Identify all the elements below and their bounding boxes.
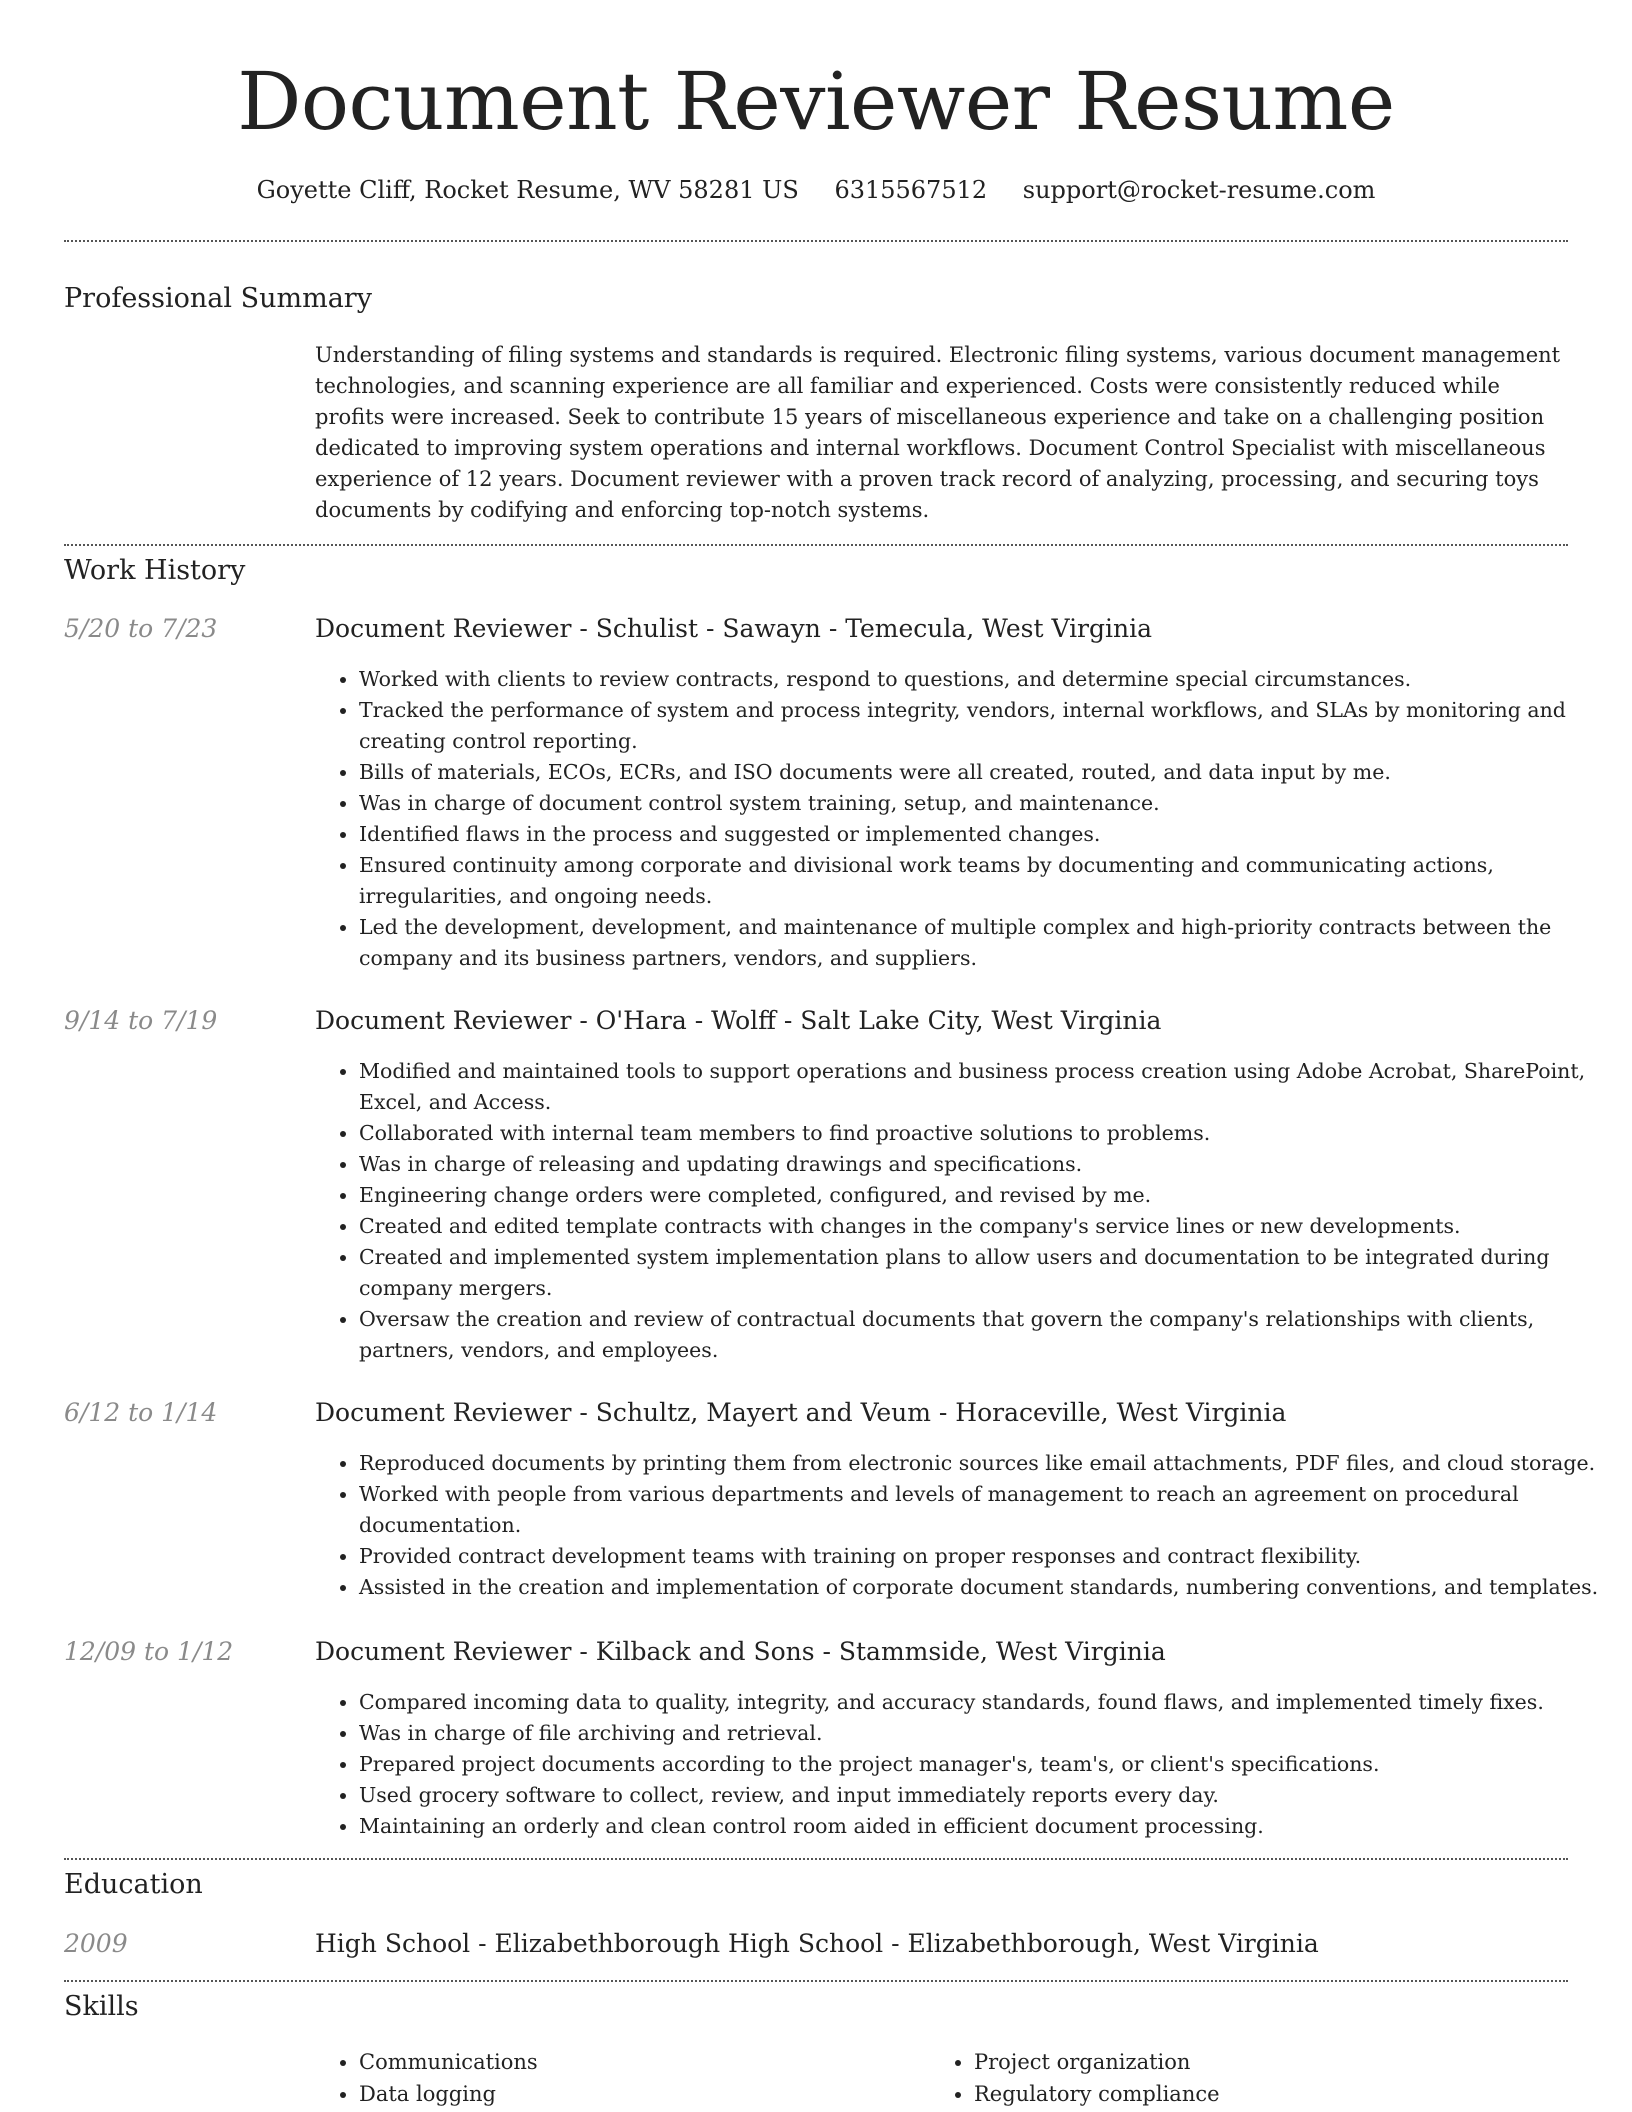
contact-email: support@rocket-resume.com xyxy=(1022,176,1376,204)
job-bullets xyxy=(315,1056,1619,1366)
job-date: 9/14 to 7/19 xyxy=(64,1006,218,1035)
job-date: 5/20 to 7/23 xyxy=(64,614,218,643)
list-item: • Prepared project documents according to the project manager's, team's, or client's specifications. xyxy=(359,1749,1619,1780)
section-title-education: Education xyxy=(64,1869,203,1900)
list-item: • Maintaining an orderly and clean control room aided in efficient document processing. xyxy=(359,1811,1619,1842)
list-item: • Was in charge of document control system training, setup, and maintenance. xyxy=(359,788,1619,819)
list-item: • Used grocery software to collect, review, and input immediately reports every day. xyxy=(359,1780,1619,1811)
job-bullets xyxy=(315,664,1619,974)
list-item: • Data logging xyxy=(359,2078,538,2110)
section-title-work-history: Work History xyxy=(64,555,246,586)
section-title-summary: Professional Summary xyxy=(64,283,372,314)
divider xyxy=(64,544,1568,546)
divider xyxy=(64,1858,1568,1860)
job-title: Document Reviewer - Schultz, Mayert and Veum - Horaceville, West Virginia xyxy=(315,1398,1287,1427)
list-item: • Provided contract development teams with training on proper responses and contract flexibility. xyxy=(359,1541,1619,1572)
list-item: • Worked with people from various departments and levels of management to reach an agreement on procedural documentation. xyxy=(359,1479,1619,1541)
list-item: • Led the development, development, and maintenance of multiple complex and high-priority contracts between the company and its business partners, vendors, and suppliers. xyxy=(359,912,1619,974)
education-date: 2009 xyxy=(64,1929,128,1958)
list-item: • Compared incoming data to quality, integrity, and accuracy standards, found flaws, and implemented timely fixes. xyxy=(359,1687,1619,1718)
list-item: • Created and edited template contracts with changes in the company's service lines or new developments. xyxy=(359,1211,1619,1242)
job-bullets xyxy=(315,1448,1619,1603)
list-item: • Assisted in the creation and implementation of corporate document standards, numbering conventions, and templates. xyxy=(359,1572,1619,1603)
summary-text: Understanding of filing systems and standards is required. Electronic filing systems, various document management technologies, and scanning experience are all familiar and experienced. Costs were consistently reduced while profits were increased. Seek to contribute 15 years of miscellaneous experience and take on a challenging position dedicated to improving system operations and internal workflows. Document Control Specialist with miscellaneous experience of 12 years. Document reviewer with a proven track record of analyzing, processing, and securing toys documents by codifying and enforcing top-notch systems. xyxy=(315,343,1561,522)
list-item: • Ensured continuity among corporate and divisional work teams by documenting and communicating actions, irregularities, and ongoing needs. xyxy=(359,850,1619,912)
list-item: • Regulatory compliance xyxy=(974,2078,1220,2110)
list-item: • Engineering change orders were completed, configured, and revised by me. xyxy=(359,1180,1619,1211)
list-item: • Was in charge of file archiving and retrieval. xyxy=(359,1718,1619,1749)
skills-list-right xyxy=(930,2046,1220,2110)
job-title: Document Reviewer - O'Hara - Wolff - Salt Lake City, West Virginia xyxy=(315,1006,1162,1035)
job-date: 12/09 to 1/12 xyxy=(64,1637,234,1666)
section-title-skills: Skills xyxy=(64,1991,139,2022)
list-item: • Reproduced documents by printing them from electronic sources like email attachments, PDF files, and cloud storage. xyxy=(359,1448,1619,1479)
list-item: • Created and implemented system implementation plans to allow users and documentation to be integrated during company mergers. xyxy=(359,1242,1619,1304)
contact-line xyxy=(0,176,1632,204)
divider xyxy=(64,1980,1568,1982)
skills-list-left xyxy=(315,2046,538,2110)
divider xyxy=(64,240,1568,242)
job-bullets xyxy=(315,1687,1619,1842)
list-item: • Tracked the performance of system and process integrity, vendors, internal workflows, and SLAs by monitoring and creating control reporting. xyxy=(359,695,1619,757)
contact-address: Goyette Cliff, Rocket Resume, WV 58281 US xyxy=(256,176,799,204)
list-item: • Communications xyxy=(359,2046,538,2078)
education-degree: High School - Elizabethborough High School - Elizabethborough, West Virginia xyxy=(315,1929,1319,1958)
resume-title: Document Reviewer Resume xyxy=(237,55,1395,148)
contact-phone: 6315567512 xyxy=(834,176,988,204)
list-item: • Bills of materials, ECOs, ECRs, and ISO documents were all created, routed, and data input by me. xyxy=(359,757,1619,788)
list-item: • Identified flaws in the process and suggested or implemented changes. xyxy=(359,819,1619,850)
list-item: • Project organization xyxy=(974,2046,1220,2078)
job-date: 6/12 to 1/14 xyxy=(64,1398,218,1427)
job-title: Document Reviewer - Kilback and Sons - Stammside, West Virginia xyxy=(315,1637,1166,1666)
list-item: • Was in charge of releasing and updating drawings and specifications. xyxy=(359,1149,1619,1180)
list-item: • Collaborated with internal team members to find proactive solutions to problems. xyxy=(359,1118,1619,1149)
list-item: • Modified and maintained tools to support operations and business process creation using Adobe Acrobat, SharePoint, Excel, and Access. xyxy=(359,1056,1619,1118)
job-title: Document Reviewer - Schulist - Sawayn - Temecula, West Virginia xyxy=(315,614,1153,643)
list-item: • Oversaw the creation and review of contractual documents that govern the company's relationships with clients, partners, vendors, and employees. xyxy=(359,1304,1619,1366)
list-item: • Worked with clients to review contracts, respond to questions, and determine special circumstances. xyxy=(359,664,1619,695)
